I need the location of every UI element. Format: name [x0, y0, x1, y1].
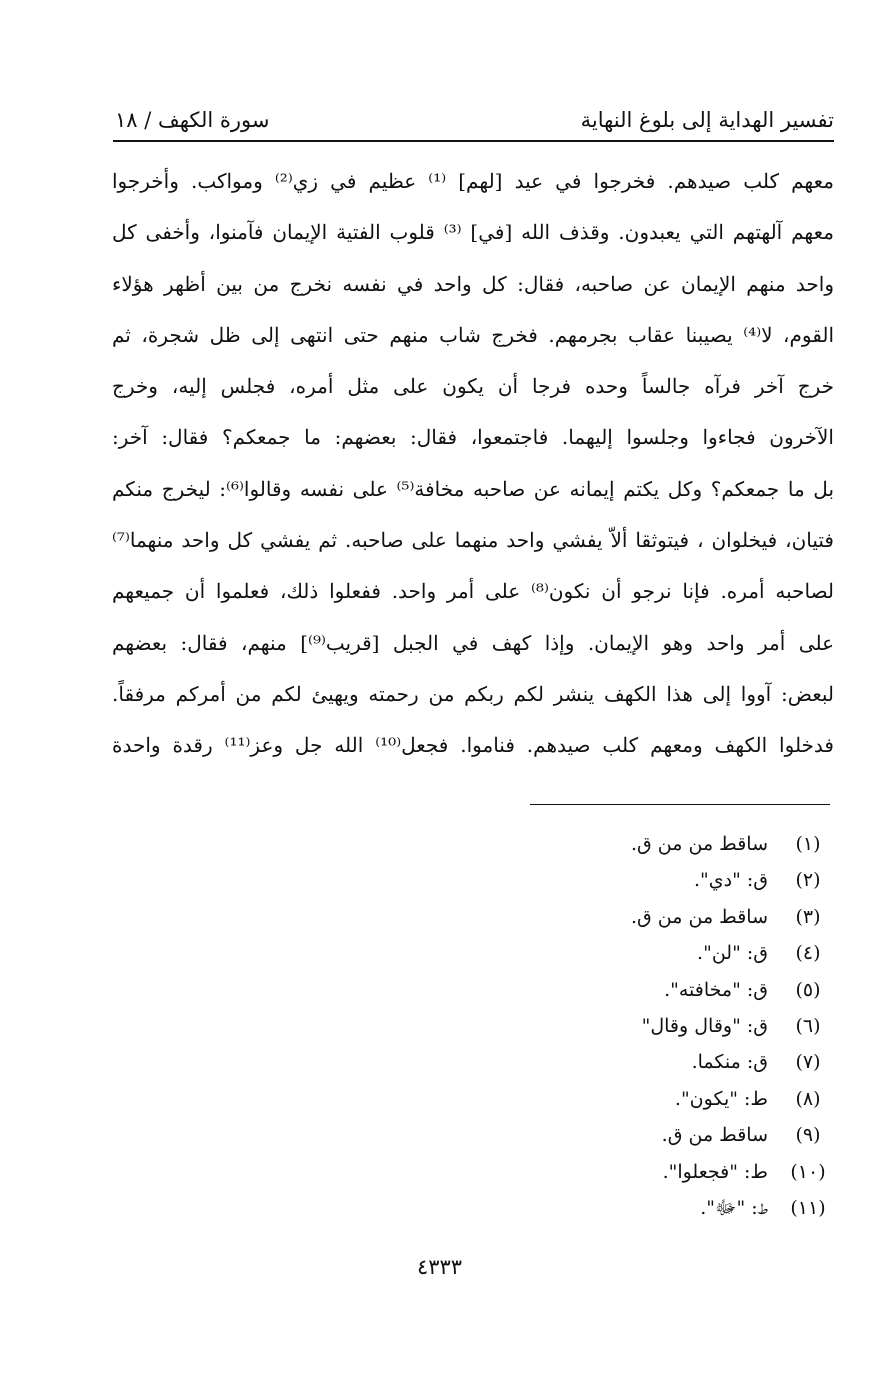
text-line: معهم كلب صيدهم. فخرجوا في عيد [لهم] ⁽¹⁾ عظيم في زي⁽²⁾ ومواكب. وأخرجوا: [112, 169, 834, 193]
footnote-number: (١): [795, 833, 821, 855]
footnote-text: ط: "يكون".: [674, 1087, 768, 1110]
text-line: معهم آلهتهم التي يعبدون. وقذف الله [في] ⁽³⁾ قلوب الفتية الإيمان فآمنوا، وأخفى كل: [112, 220, 834, 245]
footnote-number: (١١): [790, 1196, 826, 1219]
main-text: [112, 156, 834, 772]
footnote-text: ق: "دي".: [693, 869, 768, 892]
footnote-divider: [530, 804, 830, 805]
footnote-item: [414, 972, 834, 1008]
text-line: واحد منهم الإيمان عن صاحبه، فقال: كل واحد في نفسه نخرج من بين أظهر هؤلاء: [112, 271, 834, 296]
footnote-number: (٤): [795, 942, 821, 965]
text-line: لبعض: آووا إلى هذا الكهف ينشر لكم ربكم من رحمته ويهيئ لكم من أمركم مرفقاً.: [112, 681, 834, 706]
footnote-item: [414, 1154, 834, 1190]
footnote-text: ساقط من ق.: [661, 1124, 768, 1147]
footnote-number: (٢): [795, 869, 821, 892]
footnote-number: (٦): [795, 1014, 821, 1037]
book-title: تفسير الهداية إلى بلوغ النهاية: [580, 108, 834, 132]
footnote-item: [414, 899, 834, 935]
footnote-text: ط: "ﷻ".: [700, 1196, 768, 1219]
footnote-item: [414, 1190, 834, 1226]
text-line: بل ما جمعكم؟ وكل يكتم إيمانه عن صاحبه مخافة⁽⁵⁾ على نفسه وقالوا⁽⁶⁾: ليخرج منكم: [112, 476, 834, 501]
footnote-number: (٣): [795, 905, 821, 928]
footnote-item: [414, 1008, 834, 1044]
footnote-text: ق: "مخافته".: [664, 978, 768, 1001]
footnote-item: [414, 862, 834, 898]
header-divider: [113, 140, 834, 142]
footnote-text: ساقط من من ق.: [630, 833, 768, 855]
footnote-item: [414, 935, 834, 971]
running-header: [115, 92, 834, 132]
footnote-item: [414, 1117, 834, 1153]
surah-label: سورة الكهف / ١٨: [115, 108, 270, 132]
footnote-number: (٥): [795, 978, 821, 1001]
footnote-text: ق: "وقال وقال": [641, 1014, 768, 1037]
footnote-text: ساقط من من ق.: [630, 905, 768, 928]
page-number: ٤٣٣٣: [416, 1255, 463, 1279]
text-line: القوم، لا⁽⁴⁾ يصيبنا عقاب بجرمهم. فخرج شاب منهم حتى انتهى إلى ظل شجرة، ثم: [112, 322, 834, 347]
footnote-number: (٩): [795, 1124, 821, 1147]
footnote-text: ق: "لن".: [697, 942, 768, 965]
footnote-number: (٨): [795, 1087, 821, 1110]
footnote-item: [414, 826, 834, 862]
footnote-text: ق: منكما.: [691, 1051, 768, 1074]
text-line: لصاحبه أمره. فإنا نرجو أن نكون⁽⁸⁾ على أمر واحد. ففعلوا ذلك، فعلموا أن جميعهم: [112, 579, 834, 604]
footnote-number: (١٠): [790, 1160, 826, 1183]
text-line: على أمر واحد وهو الإيمان. وإذا كهف في الجبل [قريب⁽⁹⁾] منهم، فقال: بعضهم: [112, 630, 834, 655]
footnote-text: ط: "فجعلوا".: [662, 1160, 768, 1183]
text-line: فدخلوا الكهف ومعهم كلب صيدهم. فناموا. فجعل⁽¹⁰⁾ الله جل وعز⁽¹¹⁾ رقدة واحدة: [112, 733, 834, 758]
text-line: فتيان، فيخلوان ، فيتوثقا ألاّ يفشي واحد منهما على صاحبه. ثم يفشي كل واحد منهما⁽⁷⁾: [112, 528, 834, 553]
footnotes: [414, 826, 834, 1226]
text-line: خرج آخر فرآه جالساً وحده فرجا أن يكون على مثل أمره، فجلس إليه، وخرج: [112, 374, 834, 399]
text-line: الآخرون فجاءوا وجلسوا إليهما. فاجتمعوا، فقال: بعضهم: ما جمعكم؟ فقال: آخر:: [112, 425, 834, 450]
footnote-item: [414, 1081, 834, 1117]
footnote-item: [414, 1044, 834, 1080]
footnote-number: (٧): [795, 1051, 821, 1074]
